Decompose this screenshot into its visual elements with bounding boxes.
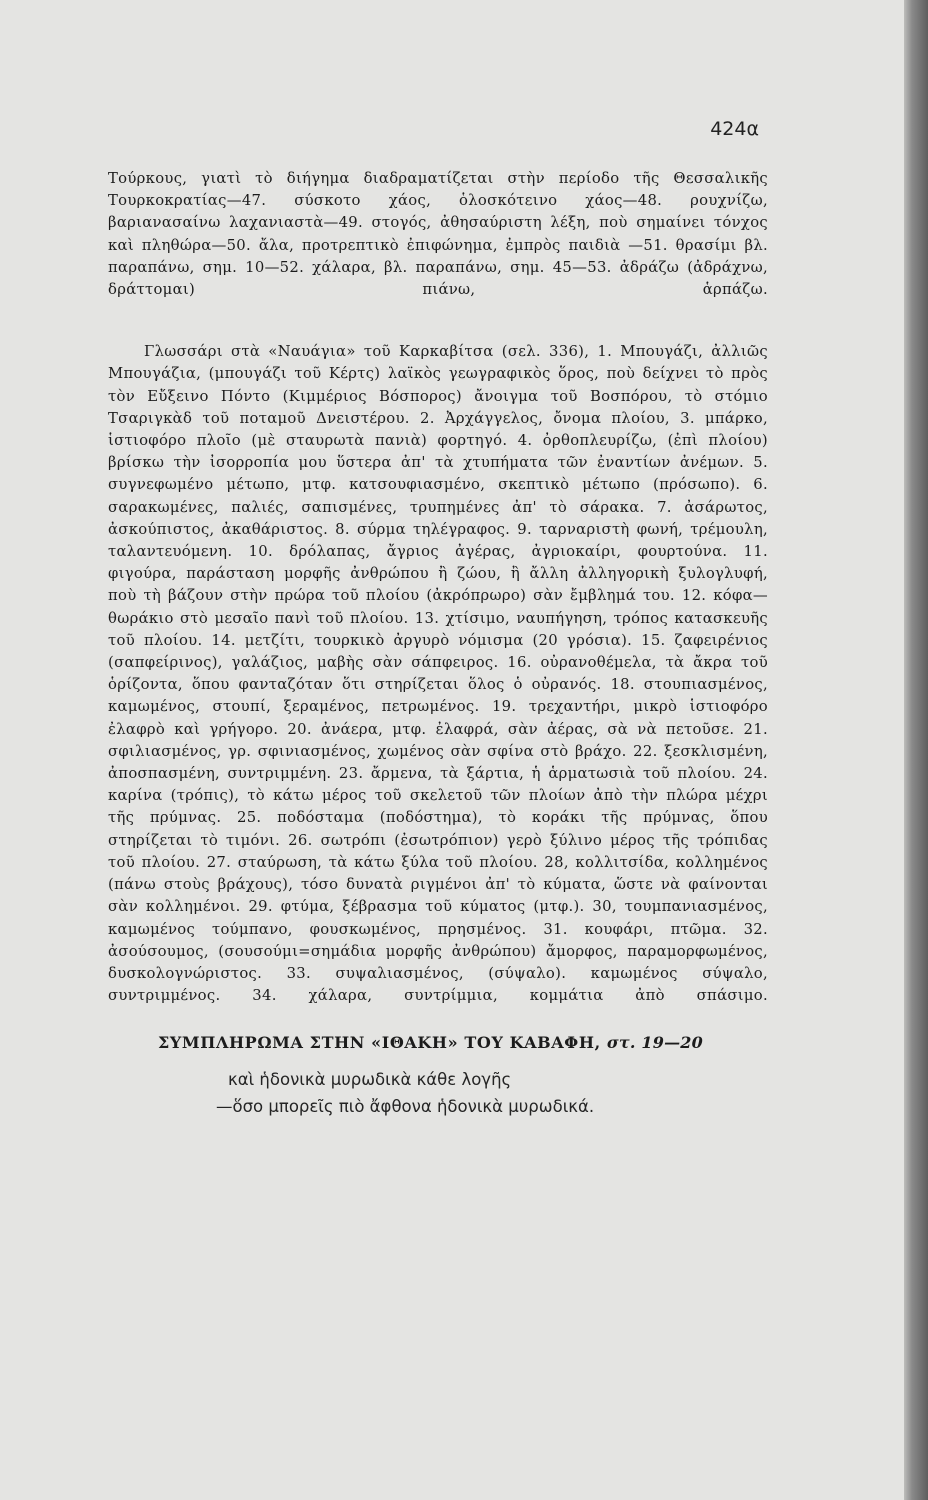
text-block — [108, 168, 768, 1120]
supplement-page-ref: στ. 19—20 — [606, 1033, 703, 1053]
verse-line-1: καὶ ἡδονικὰ μυρωδικὰ κάθε λογῆς — [228, 1070, 512, 1090]
supplement-heading — [108, 1033, 768, 1052]
page-number: 424α — [710, 118, 759, 140]
verse-block — [108, 1066, 768, 1120]
glossary-paragraph: Γλωσσάρι στὰ «Ναυάγια» τοῦ Καρκαβίτσα (σελ. 336), 1. Μπουγάζι, ἀλλιῶς Μπουγάζια, (μπουγάζι τοῦ Κέρτς) λαϊκὸς γεωγραφικὸς ὅρος, ποὺ δείχνει τὸ πρὸς τὸν Εὔξεινο Πόντο (Κιμμέριος Βόσπορος) ἄνοιγμα τοῦ Βοσπόρου, τὸ στόμιο Τσαριγκὰδ τοῦ ποταμοῦ Δνειστέρου. 2. Ἀρχάγγελος, ὄνομα πλοίου, 3. μπάρκο, ἱστιοφόρο πλοῖο (μὲ σταυρωτὰ πανιὰ) φορτηγό. 4. ὀρθοπλευρίζω, (ἐπὶ πλοίου) βρίσκω τὴν ἰσορροπία μου ὕστερα ἀπ' τὰ χτυπήματα τῶν ἐναντίων ἀνέμων. 5. συγνεφωμένο μέτωπο, μτφ. κατσουφιασμένο, σκεπτικὸ μέτωπο (πρόσωπο). 6. σαρακωμένες, παλιές, σαπισμένες, τρυπημένες ἀπ' τὸ σάρακα. 7. ἀσάρωτος, ἀσκούπιστος, ἀκαθάριστος. 8. σύρμα τηλέγραφος. 9. ταρναριστὴ φωνή, τρέμουλη, ταλαντευόμενη. 10. δρόλαπας, ἄγριος ἀγέρας, ἀγριοκαίρι, φουρτούνα. 11. φιγούρα, παράσταση μορφῆς ἀνθρώπου ἢ ζώου, ἢ ἄλλη ἀλληγορικὴ ξυλογλυφή, ποὺ τὴ βάζουν στὴν πρώρα τοῦ πλοίου (ἀκρόπρωρο) σὰν ἔμβλημά του. 12. κόφα—θωράκιο στὸ μεσαῖο πανὶ τοῦ πλοίου. 13. χτίσιμο, ναυπήγηση, τρόπος κατασκευῆς τοῦ πλοίου. 14. μετζίτι, τουρκικὸ ἀργυρὸ νόμισμα (20 γρόσια). 15. ζαφειρένιος (σαπφείρινος), γαλάζιος, μαβὴς σὰν σάπφειρος. 16. οὐρανοθέμελα, τὰ ἄκρα τοῦ ὁρίζοντα, ὅπου φανταζόταν ὅτι στηρίζεται ὅλος ὁ οὐρανός. 18. στουπιασμένος, καμωμένος, στουπί, ξεραμένος, πετρωμένος. 19. τρεχαντήρι, μικρὸ ἱστιοφόρο ἐλαφρὸ καὶ γρήγορο. 20. ἀνάερα, μτφ. ἐλαφρά, σὰν ἀέρας, σὰ νὰ πετοῦσε. 21. σφιλιασμένος, γρ. σφινιασμένος, χωμένος σὰν σφίνα στὸ βράχο. 22. ξεσκλισμένη, ἀποσπασμένη, συντριμμένη. 23. ἄρμενα, τὰ ξάρτια, ἡ ἁρματωσιὰ τοῦ πλοίου. 24. καρίνα (τρόπις), τὸ κάτω μέρος τοῦ σκελετοῦ τῶν πλοίων ἀπὸ τὴν πλώρα μέχρι τῆς πρύμνας. 25. ποδόσταμα (ποδόστημα), τὸ κοράκι τῆς πρύμνας, ὅπου στηρίζεται τὸ τιμόνι. 26. σωτρόπι (ἐσωτρόπιον) γερὸ ξύλινο μέρος τῆς τρόπιδας τοῦ πλοίου. 27. σταύρωση, τὰ κάτω ξύλα τοῦ πλοίου. 28, κολλιτσίδα, κολλημένος (πάνω στοὺς βράχους), τόσο δυνατὰ ριγμένοι ἀπ' τὸ κύματα, ὥστε νὰ φαίνονται σὰν κολλημένοι. 29. φτύμα, ξέβρασμα τοῦ κύματος (μτφ.). 30, τουμπανιασμένος, καμωμένος τούμπανο, φουσκωμένος, πρησμένος. 31. κουφάρι, πτῶμα. 32. ἀσούσουμος, (σουσούμι=σημάδια μορφῆς ἀνθρώπου) ἄμορφος, παραμορφωμένος, δυσκολογνώριστος. 33. συψαλιασμένος, (σύψαλο). καμωμένος σύψαλο, συντριμμένος. 34. χάλαρα, συντρίμμια, κομμάτια ἀπὸ σπάσιμο. — [108, 343, 768, 1005]
supplement-title: ΣΥΜΠΛΗΡΩΜΑ ΣΤΗΝ «ΙΘΑΚΗ» ΤΟΥ ΚΑΒΑΦΗ, — [158, 1033, 601, 1053]
page-edge-shadow — [904, 0, 928, 1500]
intro-paragraph: Τούρκους, γιατὶ τὸ διήγημα διαδραματίζεται στὴν περίοδο τῆς Θεσσαλικῆς Τουρκοκρατίας—47. σύσκοτο χάος, ὁλοσκότεινο χάος—48. ρουχνίζω, βαριανασαίνω λαχανιαστὰ—49. στογός, ἀθησαύριστη λέξη, ποὺ σημαίνει τόνχος καὶ πληθώρα—50. ἄλα, προτρεπτικὸ ἐπιφώνημα, ἐμπρὸς παιδιὰ —51. θρασίμι βλ. παραπάνω, σημ. 10—52. χάλαρα, βλ. παραπάνω, σημ. 45—53. ἀδράζω (ἀδράχνω, δράττομαι) πιάνω, ἁρπάζω. — [108, 170, 768, 299]
verse-line-2: —ὅσο μπορεῖς πιὸ ἄφθονα ἡδονικὰ μυρωδικά. — [216, 1097, 595, 1117]
